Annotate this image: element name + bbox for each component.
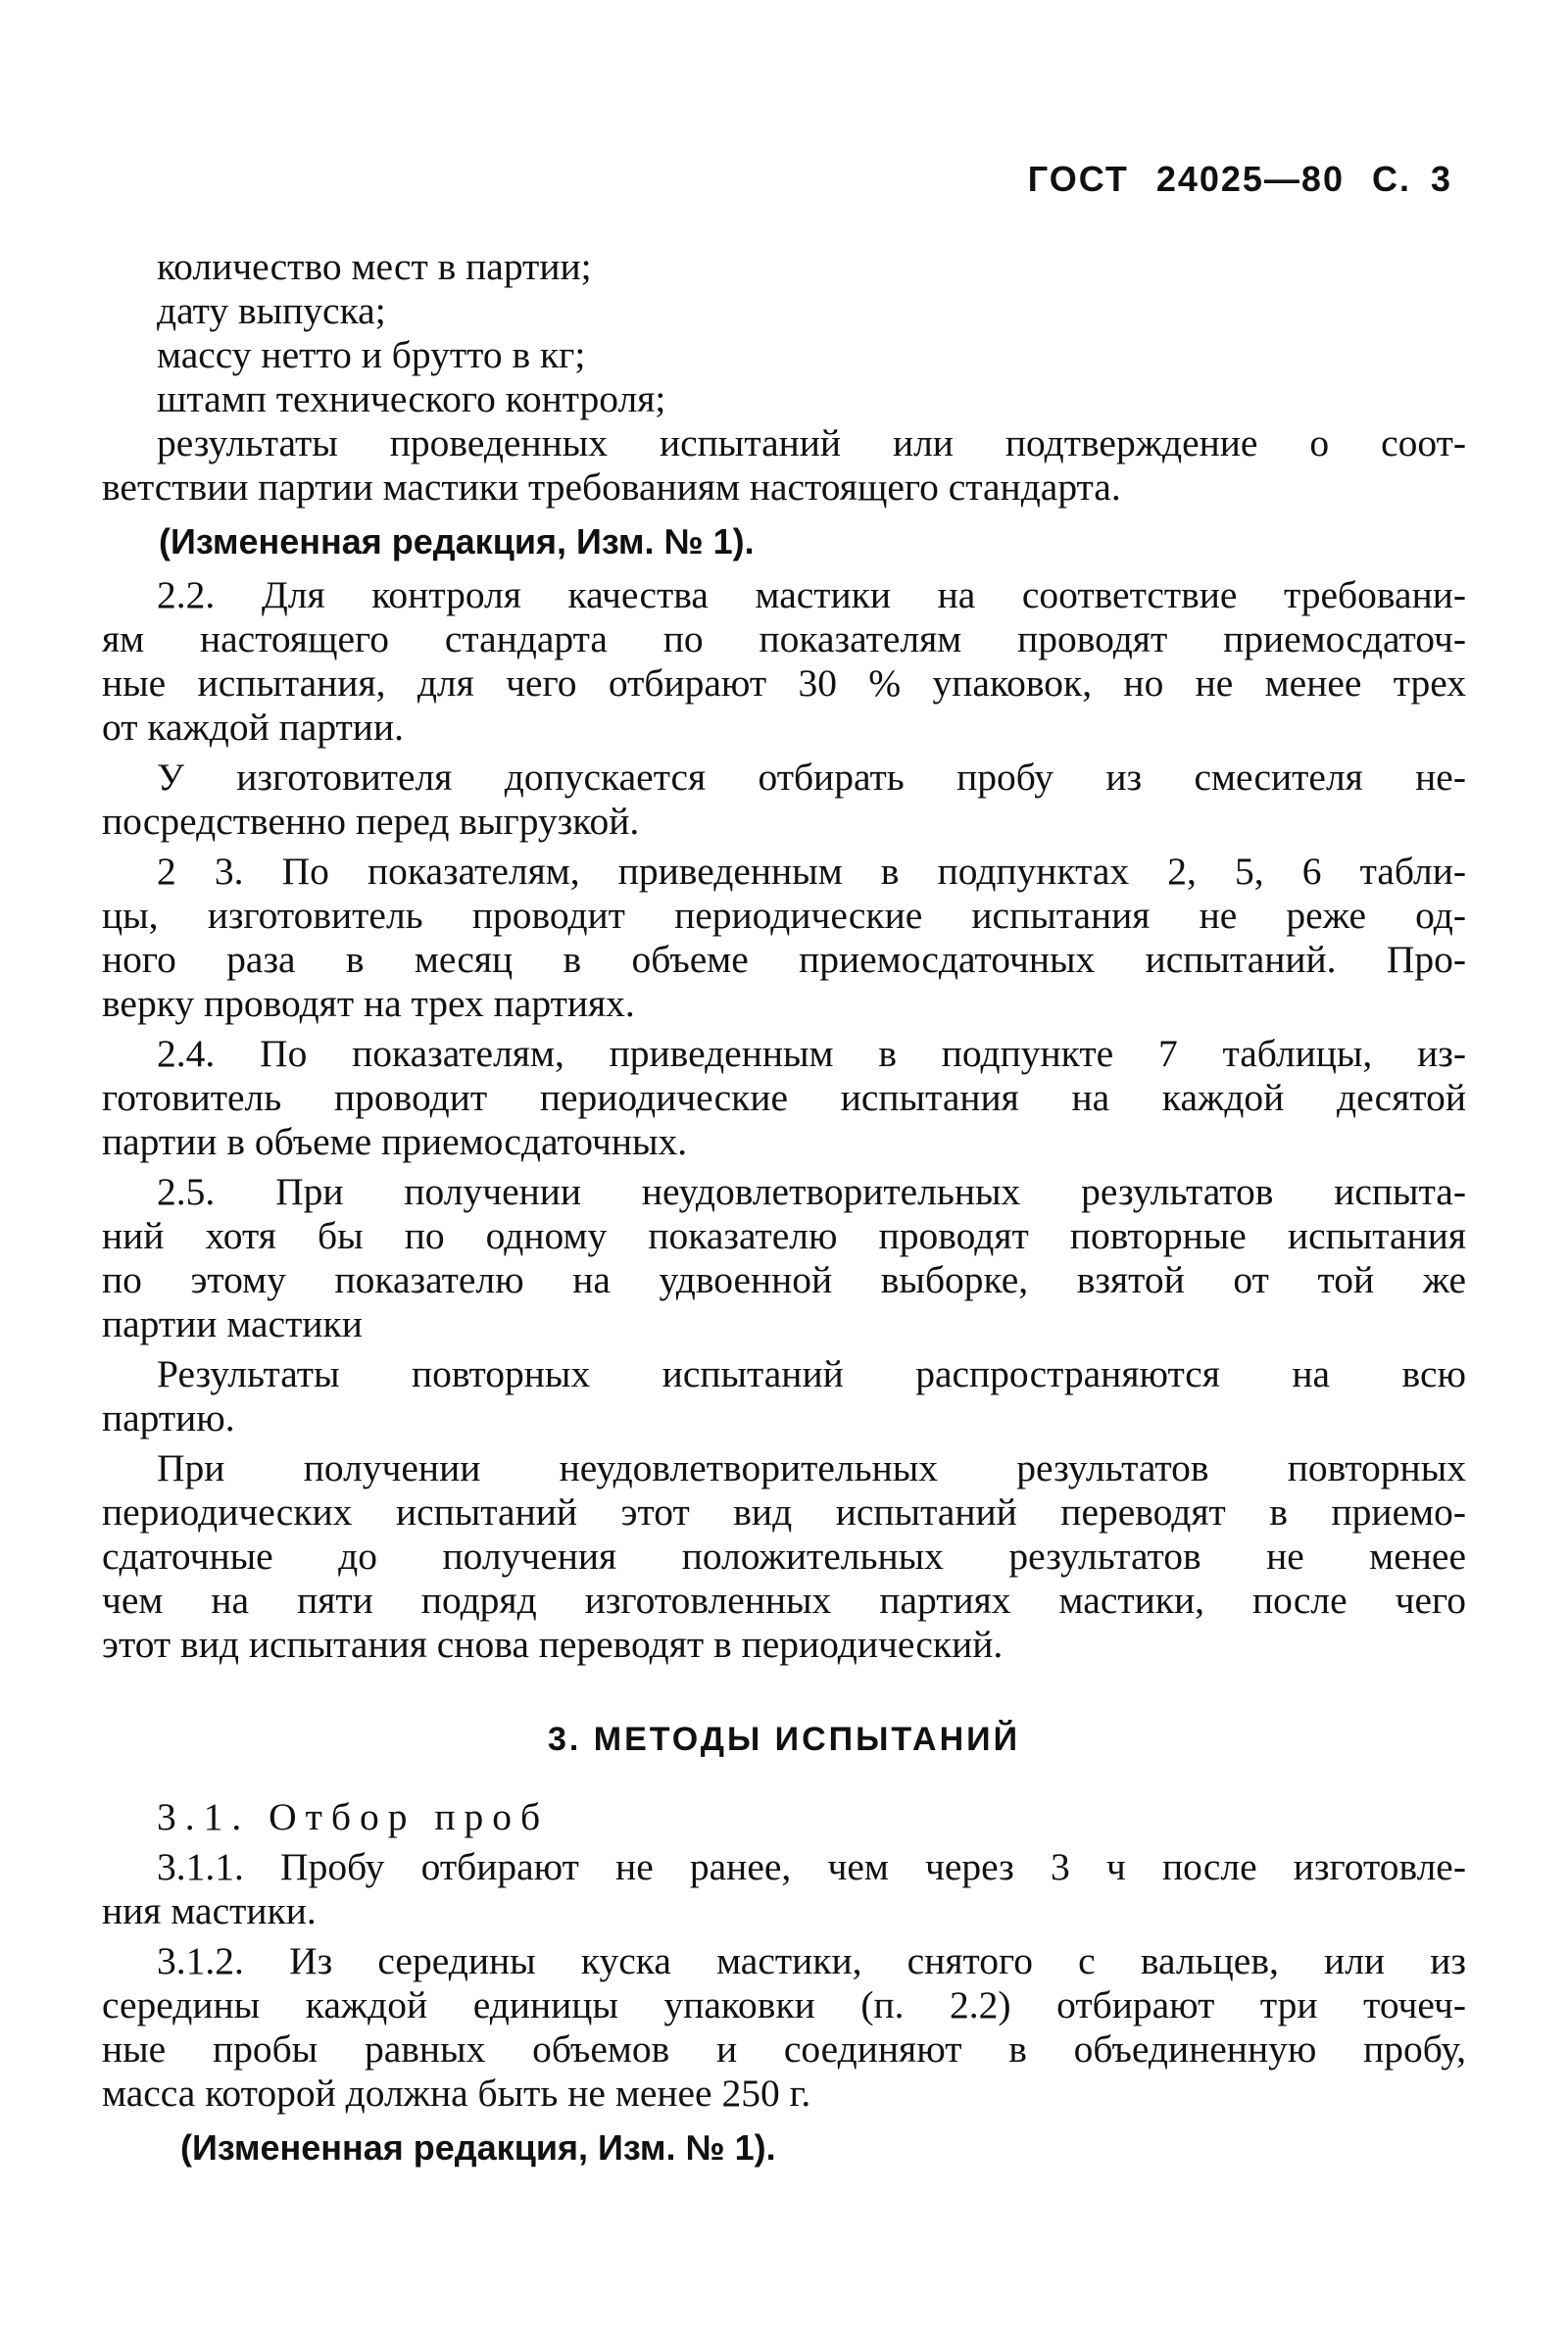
list-item: массу нетто и брутто в кг;: [157, 333, 586, 376]
paragraph-2-4-line: 2.4. По показателям, приведенным в подпункте 7 таблицы, из-: [157, 1032, 1466, 1075]
amendment-note: (Измененная редакция, Изм. № 1).: [159, 521, 755, 561]
list-item: дату выпуска;: [157, 289, 386, 332]
paragraph-2-3-line: верку проводят на трех партиях.: [102, 982, 635, 1025]
paragraph-periodic-line: При получении неудовлетворительных результатов повторных: [157, 1446, 1466, 1489]
paragraph-2-2-line: 2.2. Для контроля качества мастики на соответствие требовани-: [157, 573, 1466, 616]
list-item: штамп технического контроля;: [157, 377, 666, 420]
paragraph-manufacturer-line: посредственно перед выгрузкой.: [102, 800, 640, 843]
paragraph-3-1-2-line: 3.1.2. Из середины куска мастики, снятого с вальцев, или из: [157, 1939, 1466, 1982]
paragraph-2-3-line: 2 3. По показателям, приведенным в подпунктах 2, 5, 6 табли-: [157, 850, 1466, 893]
paragraph-2-3-line: цы, изготовитель проводит периодические испытания не реже од-: [102, 894, 1466, 937]
header-standard: ГОСТ: [1027, 159, 1129, 199]
paragraph-periodic-line: сдаточные до получения положительных результатов не менее: [102, 1535, 1466, 1578]
paragraph-periodic-line: этот вид испытания снова переводят в периодический.: [102, 1623, 1004, 1666]
paragraph-2-4-line: партии в объеме приемосдаточных.: [102, 1120, 688, 1163]
paragraph-2-4-line: готовитель проводит периодические испытания на каждой десятой: [102, 1076, 1466, 1119]
paragraph-2-3-line: ного раза в месяц в объеме приемосдаточных испытаний. Про-: [102, 938, 1466, 981]
paragraph-3-1-2-line: середины каждой единицы упаковки (п. 2.2) отбирают три точеч-: [102, 1983, 1466, 2026]
paragraph-2-5-line: 2.5. При получении неудовлетворительных результатов испыта-: [157, 1170, 1466, 1213]
header-page-prefix: С.: [1371, 159, 1411, 199]
list-item-results-line: результаты проведенных испытаний или подтверждение о соот-: [157, 421, 1466, 464]
header-page-number: 3: [1430, 159, 1452, 199]
paragraph-3-1-1-line: 3.1.1. Пробу отбирают не ранее, чем через 3 ч после изготовле-: [157, 1845, 1466, 1888]
section-3-title: 3. МЕТОДЫ ИСПЫТАНИЙ: [548, 1721, 1020, 1758]
paragraph-3-1-2-line: масса которой должна быть не менее 250 г.: [102, 2072, 811, 2115]
paragraph-2-2-line: ные испытания, для чего отбирают 30 % упаковок, но не менее трех: [102, 661, 1466, 705]
page-header: [1028, 159, 1452, 200]
paragraph-2-5-line: ний хотя бы по одному показателю проводят повторные испытания: [102, 1214, 1466, 1257]
paragraph-3-1-2-line: ные пробы равных объемов и соединяют в объединенную пробу,: [102, 2027, 1466, 2071]
paragraph-periodic-line: чем на пяти подряд изготовленных партиях мастики, после чего: [102, 1579, 1466, 1622]
paragraph-2-5-line: партии мастики: [102, 1302, 363, 1345]
paragraph-2-5-line: по этому показателю на удвоенной выборке, взятой от той же: [102, 1258, 1466, 1301]
list-item-results-line: ветствии партии мастики требованиям настоящего стандарта.: [102, 465, 1121, 509]
paragraph-manufacturer-line: У изготовителя допускается отбирать пробу из смесителя не-: [157, 756, 1466, 799]
paragraph-results-line: Результаты повторных испытаний распространяются на всю: [157, 1352, 1466, 1395]
paragraph-2-2-line: от каждой партии.: [102, 706, 404, 749]
list-item: количество мест в партии;: [157, 245, 592, 288]
document-body: [102, 245, 1466, 2179]
paragraph-2-2-line: ям настоящего стандарта по показателям проводят приемосдаточ-: [102, 617, 1466, 660]
paragraph-periodic-line: периодических испытаний этот вид испытаний переводят в приемо-: [102, 1490, 1466, 1534]
amendment-note: (Измененная редакция, Изм. № 1).: [180, 2127, 776, 2168]
header-number: 24025—80: [1155, 159, 1345, 199]
paragraph-3-1-1-line: ния мастики.: [102, 1889, 317, 1932]
subsection-3-1-title: 3.1. Отбор проб: [157, 1795, 550, 1838]
paragraph-results-line: партию.: [102, 1396, 235, 1439]
